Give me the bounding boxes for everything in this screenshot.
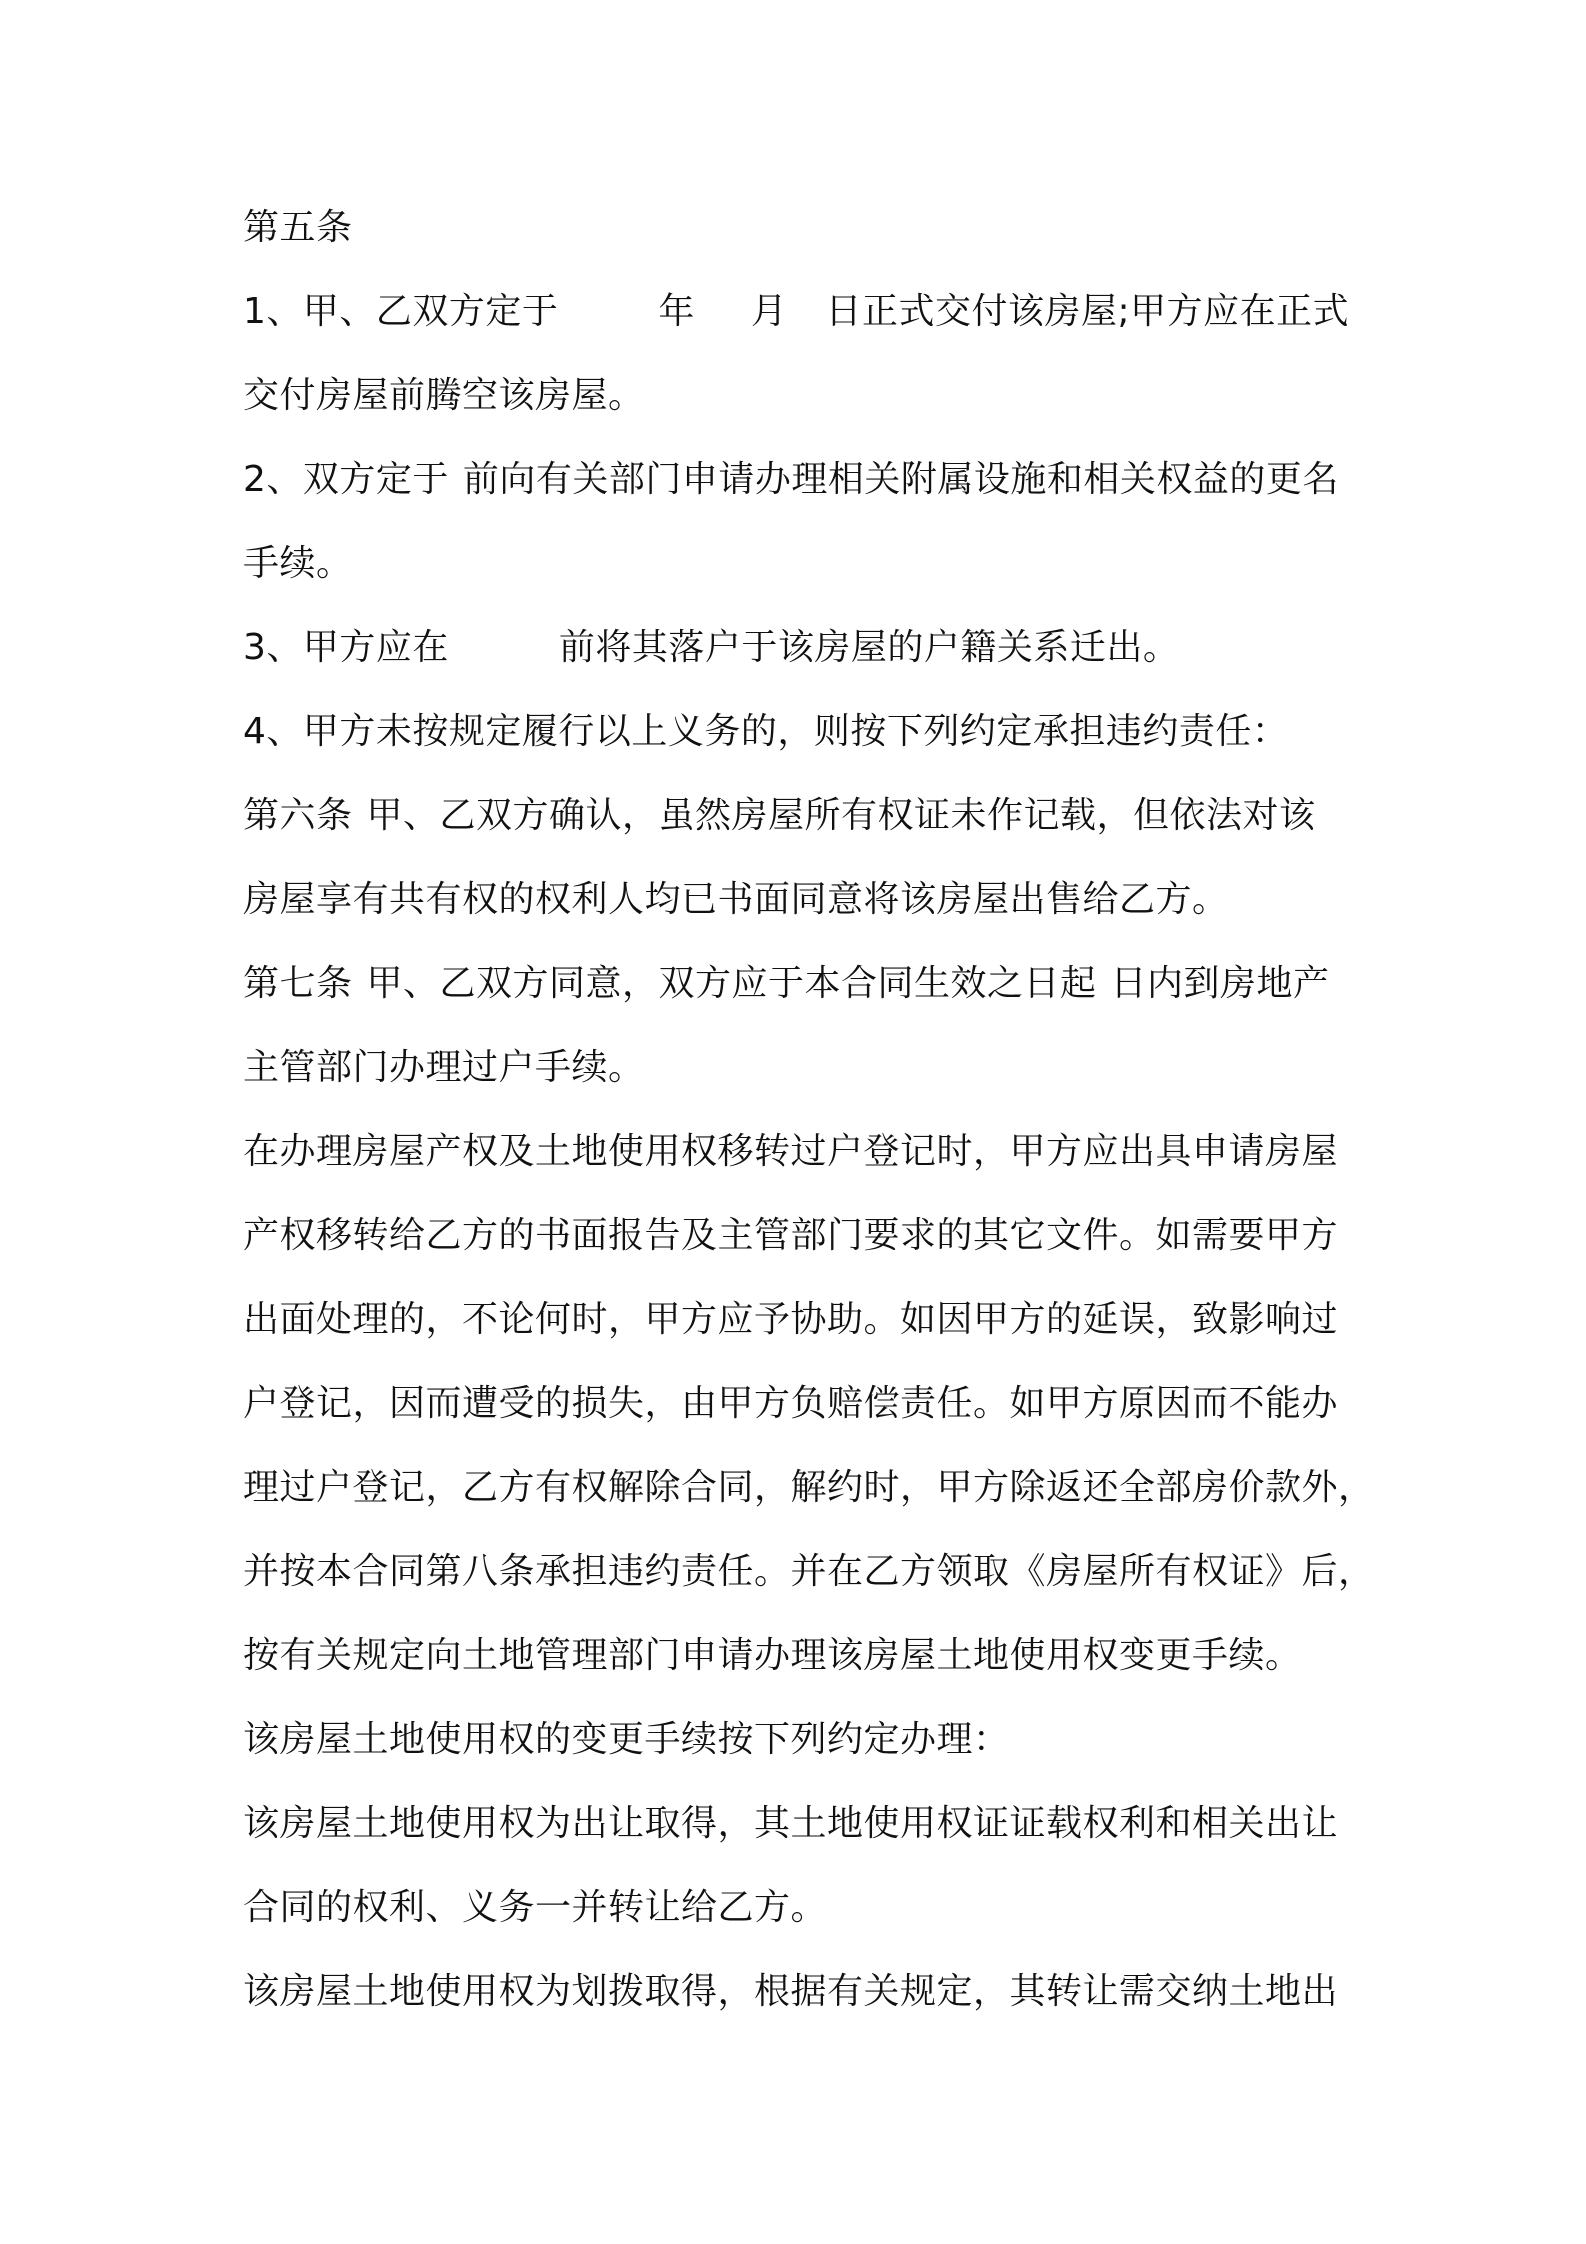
paragraph-line (243, 1378, 1363, 1462)
article-6-cont (243, 874, 1363, 958)
paragraph-line (243, 1630, 1363, 1714)
text-run: 并按本合同第八条承担违约责任。并在乙方领取《房屋所有权证》后， (243, 1551, 1375, 1592)
text-run: 产权移转给乙方的书面报告及主管部门要求的其它文件。如需要甲方 (243, 1215, 1339, 1256)
text-run: 交付房屋前腾空该房屋。 (243, 375, 645, 416)
document-body (243, 202, 1375, 2050)
paragraph-line (243, 1210, 1363, 1294)
paragraph-line (243, 1966, 1363, 2050)
text-run: 1、甲、乙双方定于 (243, 291, 559, 332)
paragraph-line (243, 1546, 1375, 1630)
text-run: 第七条 (243, 963, 353, 1004)
text-run: 甲、乙双方同意，双方应于本合同生效之日起 (366, 963, 1097, 1004)
text-run: 日正式交付该房屋;甲方应在正式 (825, 291, 1350, 332)
article-5-clause-2 (243, 454, 1363, 538)
text-run: 3、甲方应在 (243, 627, 449, 668)
text-run: 房屋享有共有权的权利人均已书面同意将该房屋出售给乙方。 (243, 879, 1229, 920)
article-5-clause-3 (243, 622, 1363, 706)
article-5-heading (243, 202, 1363, 286)
text-run: 日内到房地产 (1110, 963, 1330, 1004)
text-run: 合同的权利、义务一并转让给乙方。 (243, 1887, 828, 1928)
article-5-clause-1-cont (243, 370, 1363, 454)
article-7 (243, 958, 1363, 1042)
text-run: 第五条 (243, 207, 353, 248)
text-run: 户登记，因而遭受的损失，由甲方负赔偿责任。如甲方原因而不能办 (243, 1383, 1339, 1424)
paragraph-line (243, 1462, 1375, 1546)
paragraph-line (243, 1294, 1363, 1378)
article-7-cont (243, 1042, 1363, 1126)
text-run: 年 (658, 291, 695, 332)
text-run: 在办理房屋产权及土地使用权移转过户登记时，甲方应出具申请房屋 (243, 1131, 1339, 1172)
paragraph-line (243, 1798, 1363, 1882)
text-run: 理过户登记，乙方有权解除合同，解约时，甲方除返还全部房价款外， (243, 1467, 1375, 1508)
text-run: 出面处理的，不论何时，甲方应予协助。如因甲方的延误，致影响过 (243, 1299, 1339, 1340)
text-run: 前将其落户于该房屋的户籍关系迁出。 (558, 627, 1180, 668)
paragraph-line (243, 1882, 1363, 1966)
text-run: 2、双方定于 (243, 459, 449, 500)
article-5-clause-1 (243, 286, 1363, 370)
text-run: 前向有关部门申请办理相关附属设施和相关权益的更名 (462, 459, 1339, 500)
paragraph-line (243, 1714, 1363, 1798)
text-run: 甲、乙双方确认，虽然房屋所有权证未作记载，但依法对该 (366, 795, 1316, 836)
text-run: 手续。 (243, 543, 353, 584)
article-5-clause-2-cont (243, 538, 1363, 622)
article-5-clause-4 (243, 706, 1363, 790)
text-run: 第六条 (243, 795, 353, 836)
text-run: 该房屋土地使用权为划拨取得，根据有关规定，其转让需交纳土地出 (243, 1971, 1339, 2012)
article-6 (243, 790, 1363, 874)
text-run: 该房屋土地使用权的变更手续按下列约定办理： (243, 1719, 1010, 1760)
text-run: 按有关规定向土地管理部门申请办理该房屋土地使用权变更手续。 (243, 1635, 1302, 1676)
text-run: 主管部门办理过户手续。 (243, 1047, 645, 1088)
text-run: 该房屋土地使用权为出让取得，其土地使用权证证载权利和相关出让 (243, 1803, 1339, 1844)
text-run: 月 (750, 291, 788, 332)
paragraph-line (243, 1126, 1363, 1210)
text-run: 4、甲方未按规定履行以上义务的，则按下列约定承担违约责任： (243, 711, 1289, 752)
